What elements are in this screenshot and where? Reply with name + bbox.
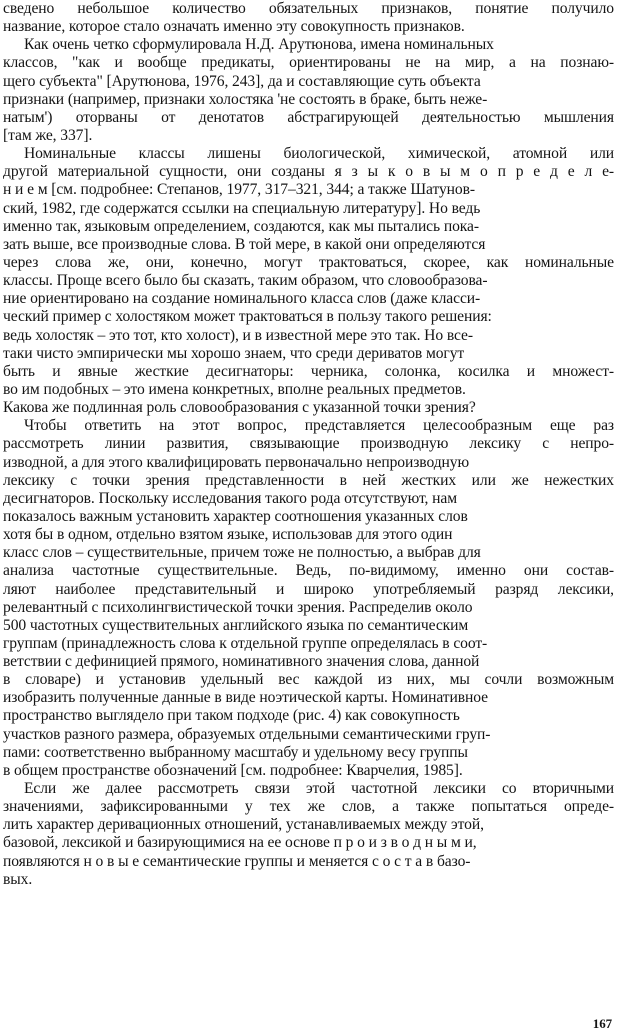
text-line: в общем пространстве обозначений [см. подробнее: Кварчелия, 1985]. bbox=[3, 761, 463, 779]
text-line: н и е м [см. подробнее: Степанов, 1977, 317–321, 344; а также Шатунов- bbox=[3, 181, 475, 199]
text-line: в словаре) и установив удельный вес каждой из них, мы сочли возможным bbox=[3, 671, 614, 689]
text-line: ние ориентировано на создание номинального класса слов (даже класси- bbox=[3, 290, 481, 308]
text-line: натым') оторваны от денотатов абстрагирующей деятельностью мышления bbox=[3, 108, 614, 126]
text-line: группам (принадлежность слова к отдельной группе определялась в соот- bbox=[3, 634, 488, 652]
text-line: значениями, зафиксированными у тех же слов, а также попытаться опреде- bbox=[3, 798, 614, 816]
text-line: Как очень четко сформулировала Н.Д. Арутюнова, имена номинальных bbox=[24, 36, 494, 54]
text-line: через слова же, они, конечно, могут трактоваться, скорее, как номинальные bbox=[3, 253, 614, 271]
text-line: Какова же подлинная роль словообразования с указанной точки зрения? bbox=[3, 399, 476, 417]
text-line: хотя бы в одном, отдельно взятом языке, использовав для этого один bbox=[3, 526, 453, 544]
text-line: сведено небольшое количество обязательных признаков, понятие получило bbox=[3, 0, 614, 17]
text-line: вых. bbox=[3, 870, 33, 888]
text-line: релевантный с психолингвистической точки зрения. Распределив около bbox=[3, 598, 473, 616]
text-line: Чтобы ответить на этот вопрос, представляется целесообразным еще раз bbox=[24, 417, 614, 435]
text-line: лексику с точки зрения представленности в ней жестких или же нежестких bbox=[3, 471, 614, 489]
text-line: ляют наиболее представительный и широко употребляемый разряд лексики, bbox=[3, 580, 614, 598]
text-line: изводной, а для этого квалифицировать первоначально непроизводную bbox=[3, 453, 470, 471]
text-line: зать выше, все производные слова. В той мере, в какой они определяются bbox=[3, 235, 486, 253]
text-line: пами: соответственно выбранному масштабу и удельному весу группы bbox=[3, 743, 468, 761]
text-line: показалось важным установить характер соотношения указанных слов bbox=[3, 507, 468, 525]
text-line: название, которое стало означать именно эту совокупность признаков. bbox=[3, 18, 465, 36]
body-text bbox=[3, 0, 614, 889]
text-line: Номинальные классы лишены биологической, химической, атомной или bbox=[24, 145, 614, 163]
text-line: пространство выглядело при таком подходе (рис. 4) как совокупность bbox=[3, 707, 460, 725]
text-line: ветствии с дефиницией прямого, номинативного значения слова, данной bbox=[3, 653, 480, 671]
text-line: быть и явные жесткие десигнаторы: черника, солонка, косилка и множест- bbox=[3, 362, 614, 380]
text-line: базовой, лексикой и базирующимися на ее основе п р о и з в о д н ы м и, bbox=[3, 834, 477, 852]
text-line: другой материальной сущности, они созданы я з ы к о в ы м о п р е д е л е- bbox=[3, 163, 614, 181]
text-line: 500 частотных существительных английского языка по семантическим bbox=[3, 616, 469, 634]
text-line: анализа частотные существительные. Ведь, по-видимому, именно они состав- bbox=[3, 562, 614, 580]
text-line: десигнаторов. Поскольку исследования такого рода отсутствуют, нам bbox=[3, 489, 457, 507]
text-line: ский, 1982, где содержатся ссылки на специальную литературу]. Но ведь bbox=[3, 199, 481, 217]
text-line: [там же, 337]. bbox=[3, 126, 93, 144]
text-line: класс слов – существительные, причем тоже не полностью, а выбрав для bbox=[3, 544, 481, 562]
text-line: классов, "как и вообще предикаты, ориентированы не на мир, а на познаю- bbox=[3, 54, 614, 72]
text-line: появляются н о в ы е семантические группы и меняется с о с т а в базо- bbox=[3, 852, 471, 870]
text-line: именно так, языковым определением, создаются, как мы пытались пока- bbox=[3, 217, 479, 235]
text-line: ческий пример с холостяком может трактоваться в пользу такого решения: bbox=[3, 308, 492, 326]
text-line: признаки (например, признаки холостяка 'не состоять в браке, быть неже- bbox=[3, 90, 488, 108]
text-line: изобразить полученные данные в виде ноэтической карты. Номинативное bbox=[3, 689, 488, 707]
text-line: таки чисто эмпирически мы хорошо знаем, что среди дериватов могут bbox=[3, 344, 465, 362]
text-line: лить характер деривационных отношений, устанавливаемых между этой, bbox=[3, 816, 484, 834]
text-line: классы. Проще всего было бы сказать, таким образом, что словообразова- bbox=[3, 272, 488, 290]
text-line: ведь холостяк – это тот, кто холост), и в известной мере это так. Но все- bbox=[3, 326, 473, 344]
text-line: во им подобных – это имена конкретных, вполне реальных предметов. bbox=[3, 380, 466, 398]
text-line: щего субъекта" [Арутюнова, 1976, 243], да и составляющие суть объекта bbox=[3, 72, 481, 90]
page-number: 167 bbox=[592, 1016, 612, 1031]
text-line: Если же далее рассмотреть связи этой частотной лексики со вторичными bbox=[24, 780, 614, 798]
text-line: рассмотреть линии развития, связывающие производную лексику с непро- bbox=[3, 435, 614, 453]
text-line: участков разного размера, образуемых отдельными семантическими груп- bbox=[3, 725, 491, 743]
